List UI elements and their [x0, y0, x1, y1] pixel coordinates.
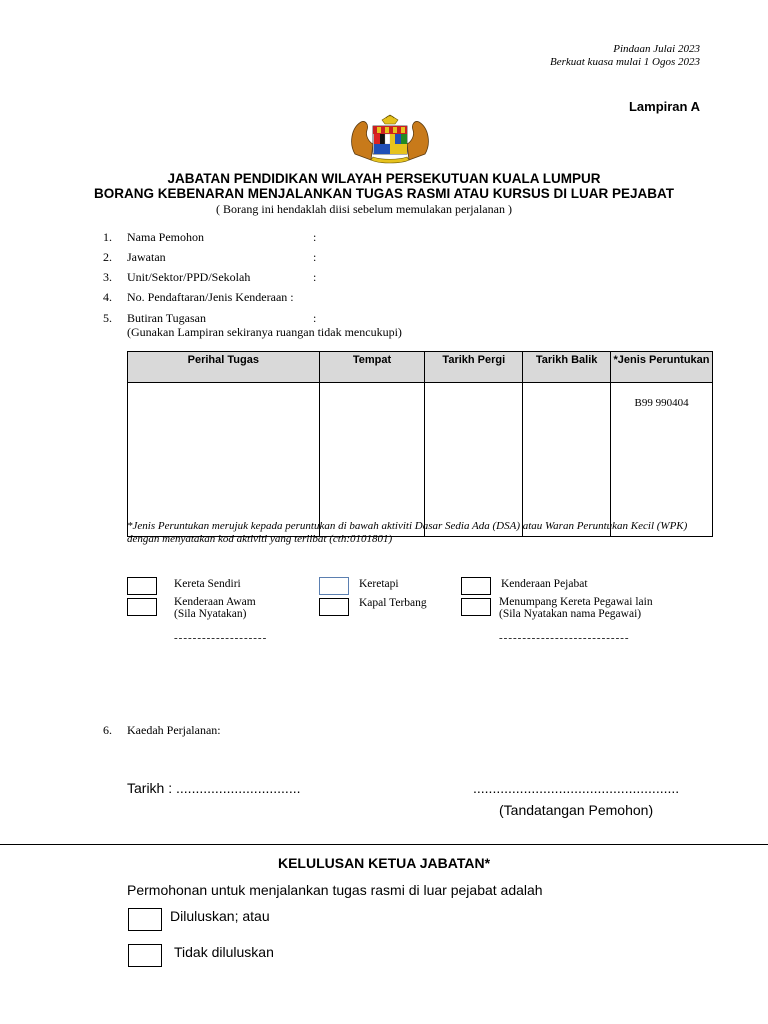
item-colon: : [313, 311, 317, 325]
menumpang-note: (Sila Nyatakan nama Pegawai) [499, 608, 642, 620]
table-row [128, 383, 713, 537]
item-number: 4. [103, 290, 112, 304]
col-header-perihal-tugas: Perihal Tugas [128, 352, 320, 383]
menumpang-label: Menumpang Kereta Pegawai lain [499, 596, 653, 608]
keretapi-checkbox[interactable] [319, 577, 349, 595]
approval-title: KELULUSAN KETUA JABATAN* [277, 855, 491, 871]
cell-tarikh-pergi[interactable] [425, 383, 523, 537]
approved-checkbox[interactable] [128, 908, 162, 931]
signature-line[interactable]: ..................................................... [473, 780, 680, 796]
keretapi-label: Keretapi [359, 578, 399, 590]
cell-jenis-peruntukan[interactable]: B99 990404 [611, 383, 713, 537]
item-label: Nama Pemohon [127, 230, 204, 244]
item-colon: : [313, 270, 317, 284]
item-butiran-tugasan [103, 311, 206, 326]
kapal-terbang-label: Kapal Terbang [359, 597, 427, 609]
department-title: JABATAN PENDIDIKAN WILAYAH PERSEKUTUAN KUALA LUMPUR [167, 171, 601, 186]
col-header-jenis-peruntukan: *Jenis Peruntukan [611, 352, 713, 383]
item-unit [103, 270, 250, 285]
approved-label: Diluluskan; atau [170, 908, 270, 924]
menumpang-checkbox[interactable] [461, 598, 491, 616]
item-no-pendaftaran [103, 290, 294, 305]
kapal-terbang-checkbox[interactable] [319, 598, 349, 616]
item-nama-pemohon [103, 230, 204, 245]
signature-label: (Tandatangan Pemohon) [499, 802, 654, 818]
not-approved-checkbox[interactable] [128, 944, 162, 967]
revision-note [550, 43, 700, 69]
coat-of-arms-icon [347, 114, 433, 168]
cell-tarikh-balik[interactable] [523, 383, 611, 537]
item-jawatan [103, 250, 166, 265]
col-header-tempat: Tempat [319, 352, 425, 383]
revision-line-1: Pindaan Julai 2023 [613, 43, 700, 55]
item-colon: : [313, 250, 317, 264]
duties-table [127, 351, 713, 537]
item-number: 3. [103, 270, 112, 284]
revision-line-2: Berkuat kuasa mulai 1 Ogos 2023 [549, 56, 700, 68]
kereta-sendiri-checkbox[interactable] [127, 577, 157, 595]
item-label: Jawatan [127, 250, 166, 264]
col-header-tarikh-pergi: Tarikh Pergi [425, 352, 523, 383]
item-label: No. Pendaftaran/Jenis Kenderaan : [127, 290, 294, 304]
kenderaan-awam-label: Kenderaan Awam [174, 596, 256, 608]
cell-tempat[interactable] [319, 383, 425, 537]
item-label: Butiran Tugasan [127, 311, 207, 325]
allocation-footnote: *Jenis Peruntukan merujuk kepada peruntukan di bawah aktiviti Dasar Sedia Ada (DSA) atau Waran Peruntukan Kecil (WPK) dengan menyatakan kod aktiviti yang terlibat (cth:0101801) [127, 520, 688, 545]
item-label: Unit/Sektor/PPD/Sekolah [127, 270, 251, 284]
date-field[interactable]: Tarikh : ................................ [127, 780, 301, 796]
kenderaan-awam-checkbox[interactable] [127, 598, 157, 616]
col-header-tarikh-balik: Tarikh Balik [523, 352, 611, 383]
item-number: 6. [103, 723, 112, 737]
item-kaedah-perjalanan [103, 723, 221, 738]
approval-statement: Permohonan untuk menjalankan tugas rasmi di luar pejabat adalah [127, 882, 543, 898]
item-number: 2. [103, 250, 112, 264]
cell-perihal-tugas[interactable] [128, 383, 320, 537]
item-colon: : [313, 230, 317, 244]
item-number: 1. [103, 230, 112, 244]
item-label: Kaedah Perjalanan: [127, 723, 221, 737]
item-number: 5. [103, 311, 112, 325]
form-instruction: ( Borang ini hendaklah diisi sebelum memulakan perjalanan ) [216, 202, 512, 216]
kenderaan-awam-fill-line[interactable]: -------------------- [174, 632, 268, 644]
kenderaan-awam-note: (Sila Nyatakan) [174, 608, 247, 620]
section-divider [0, 844, 768, 845]
annex-label: Lampiran A [628, 99, 700, 114]
kenderaan-pejabat-checkbox[interactable] [461, 577, 491, 595]
kereta-sendiri-label: Kereta Sendiri [174, 578, 241, 590]
kenderaan-pejabat-label: Kenderaan Pejabat [501, 578, 588, 590]
form-title: BORANG KEBENARAN MENJALANKAN TUGAS RASMI ATAU KURSUS DI LUAR PEJABAT [93, 186, 674, 201]
item-5-note: (Gunakan Lampiran sekiranya ruangan tidak mencukupi) [127, 325, 402, 339]
menumpang-fill-line[interactable]: ---------------------------- [499, 632, 630, 644]
table-header-row [128, 352, 713, 383]
not-approved-label: Tidak diluluskan [174, 944, 274, 960]
